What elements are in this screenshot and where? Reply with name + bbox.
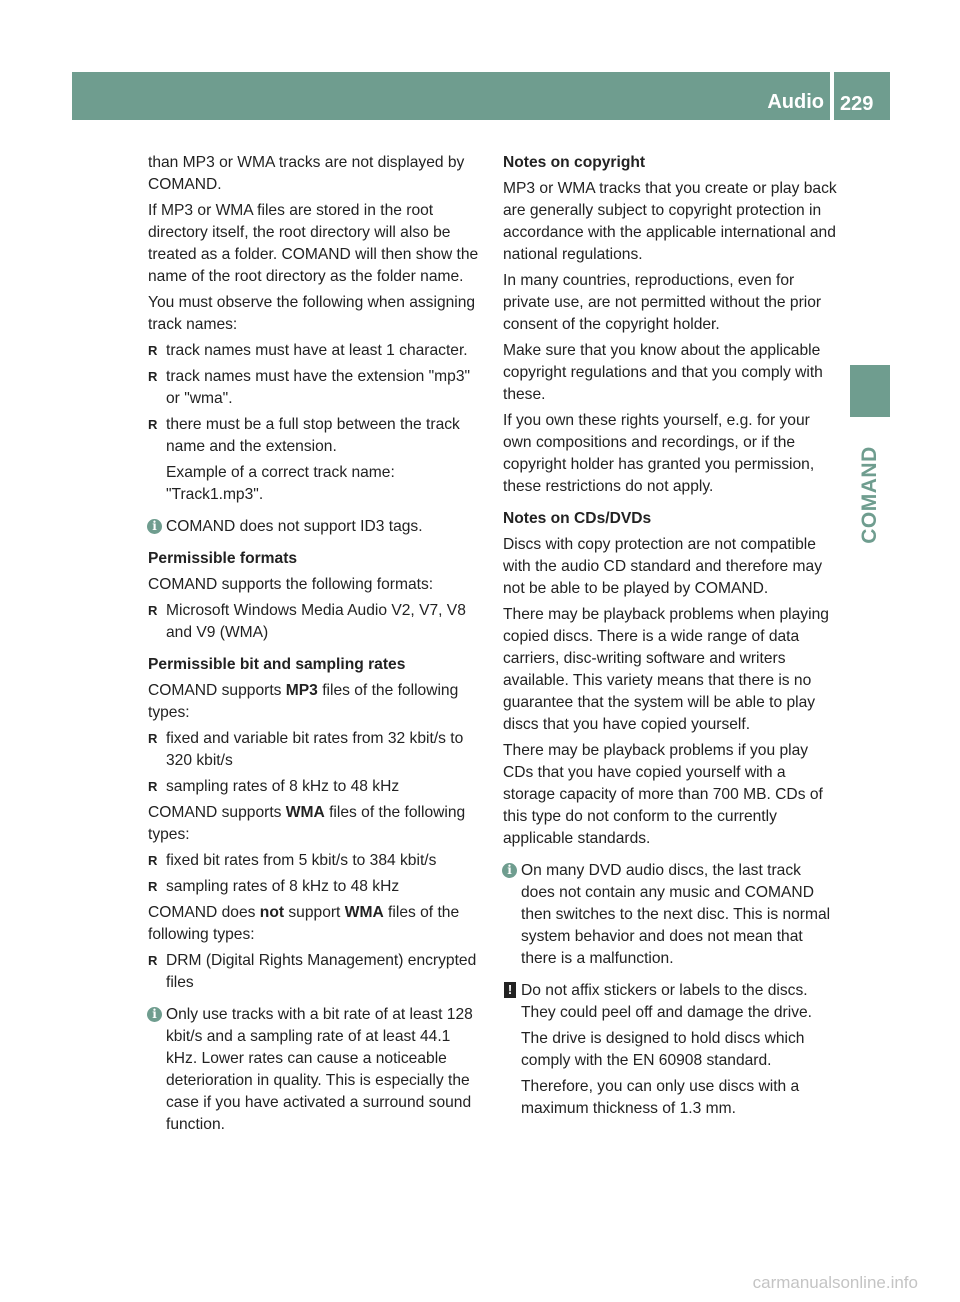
- paragraph: If MP3 or WMA files are stored in the root directory itself, the root directory will also be treated as a folder. COMAND will then show the name of the root directory as the folder name.: [148, 202, 479, 285]
- paragraph: You must observe the following when assigning track names:: [148, 294, 476, 333]
- paragraph: COMAND supports the following formats:: [148, 576, 434, 593]
- paragraph: COMAND does not support WMA files of the following types:: [148, 904, 460, 943]
- info-icon: i: [147, 1007, 162, 1022]
- paragraph: MP3 or WMA tracks that you create or play back are generally subject to copyright protection in accordance with the applicable international and national regulations.: [503, 180, 837, 263]
- info-note: [503, 860, 839, 970]
- note-text: Only use tracks with a bit rate of at least 128 kbit/s and a sampling rate of at least 44.1 kHz. Lower rates can cause a noticeable deterioration in quality. This is especially the case if you have activated a surround sound function.: [166, 1006, 473, 1133]
- info-note: [148, 1004, 484, 1136]
- paragraph: There may be playback problems if you play CDs that you have copied yourself with a storage capacity of more than 700 MB. CDs of this type do not conform to the currently applicable standards.: [503, 742, 823, 847]
- warning-note: [503, 980, 839, 1120]
- section-heading: Permissible bit and sampling rates: [148, 656, 406, 673]
- page-number: 229: [840, 93, 874, 115]
- list-item: R there must be a full stop between the track name and the extension.: [148, 414, 484, 458]
- paragraph: Make sure that you know about the applicable copyright regulations and that you comply with these.: [503, 342, 823, 403]
- info-icon: i: [502, 863, 517, 878]
- chapter-side-label: COMAND: [858, 446, 881, 544]
- paragraph: COMAND supports MP3 files of the following types:: [148, 682, 459, 721]
- list-item: R sampling rates of 8 kHz to 48 kHz: [148, 876, 484, 898]
- list-item: R DRM (Digital Rights Management) encrypted files: [148, 950, 484, 994]
- list-item: R sampling rates of 8 kHz to 48 kHz: [148, 776, 484, 798]
- section-heading: Notes on CDs/DVDs: [503, 510, 652, 527]
- info-icon: i: [147, 519, 162, 534]
- warning-text: Do not affix stickers or labels to the discs. They could peel off and damage the drive.: [521, 982, 812, 1021]
- side-tab: [850, 365, 890, 417]
- left-column: [148, 152, 484, 1142]
- warning-icon: !: [504, 982, 516, 998]
- warning-text: The drive is designed to hold discs which comply with the EN 60908 standard.: [521, 1030, 805, 1069]
- example-label: Example of a correct track name:: [166, 464, 395, 481]
- paragraph: There may be playback problems when playing copied discs. There is a wide range of data carriers, disc-writing software and writers available. This variety means that there is no guarantee that the system will be able to play discs that you have copied yourself.: [503, 606, 829, 733]
- footer-watermark: carmanualsonline.info: [752, 1273, 918, 1292]
- list-item: R track names must have at least 1 character.: [148, 340, 484, 362]
- paragraph: If you own these rights yourself, e.g. for your own compositions and recordings, or if the copyright holder has granted you permission, these restrictions do not apply.: [503, 412, 815, 495]
- right-column: [503, 152, 839, 1126]
- list-item: R fixed bit rates from 5 kbit/s to 384 kbit/s: [148, 850, 484, 872]
- note-text: COMAND does not support ID3 tags.: [166, 518, 423, 535]
- list-item: R track names must have the extension "mp3" or "wma".: [148, 366, 484, 410]
- example-value: "Track1.mp3".: [166, 486, 264, 503]
- section-heading: Notes on copyright: [503, 154, 646, 171]
- list-item: R Microsoft Windows Media Audio V2, V7, V8 and V9 (WMA): [148, 600, 484, 644]
- paragraph: than MP3 or WMA tracks are not displayed by COMAND.: [148, 154, 465, 193]
- note-text: On many DVD audio discs, the last track does not contain any music and COMAND then switches to the next disc. This is normal system behavior and does not mean that there is a malfunction.: [521, 862, 831, 967]
- info-note: [148, 516, 484, 538]
- section-heading: Permissible formats: [148, 550, 298, 567]
- paragraph: Discs with copy protection are not compatible with the audio CD standard and therefore may not be able to be played by COMAND.: [503, 536, 822, 597]
- warning-text: Therefore, you can only use discs with a maximum thickness of 1.3 mm.: [521, 1078, 800, 1117]
- header-divider: [830, 72, 834, 120]
- section-title: Audio: [767, 91, 824, 113]
- list-item: R fixed and variable bit rates from 32 kbit/s to 320 kbit/s: [148, 728, 484, 772]
- paragraph: In many countries, reproductions, even for private use, are not permitted without the prior consent of the copyright holder.: [503, 272, 822, 333]
- paragraph: COMAND supports WMA files of the following types:: [148, 804, 466, 843]
